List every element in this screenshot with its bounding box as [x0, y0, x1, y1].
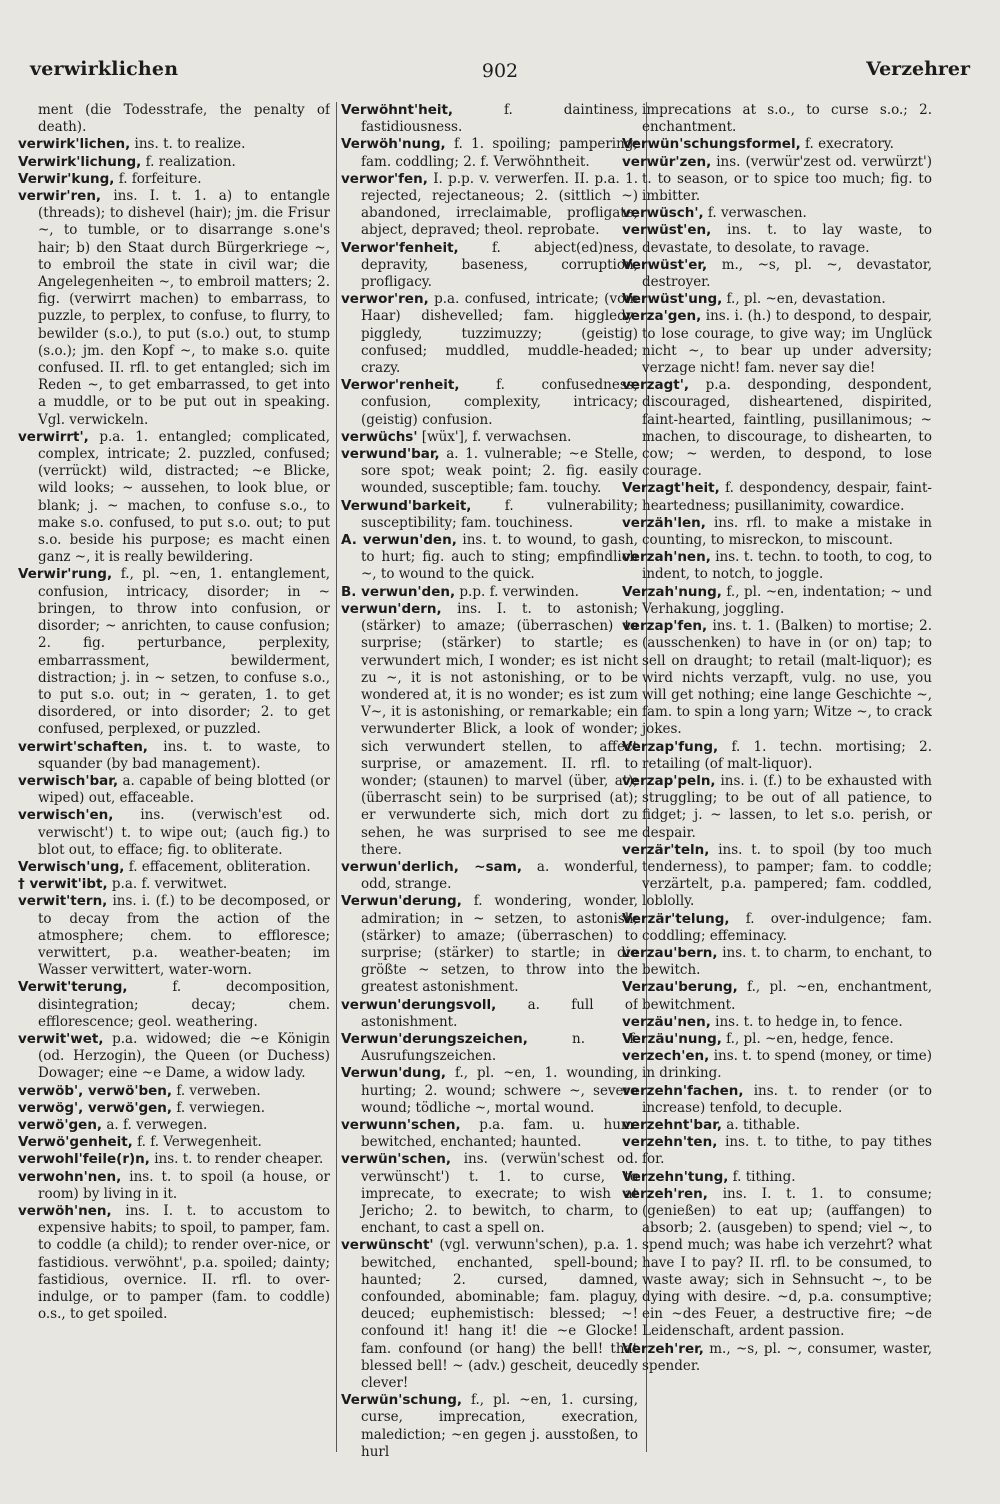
dictionary-entry	[341, 1151, 638, 1237]
dictionary-entry	[622, 1117, 932, 1134]
entry-definition: p.a. widowed; die ~e Königin (od. Herzogin), the Queen (or Duchess) Dowager; eine ~e Dame, a widow lady.	[38, 1030, 330, 1082]
entry-headword: verwit'wet,	[18, 1030, 104, 1047]
entry-headword: verzap'peln,	[622, 772, 716, 789]
dictionary-entry	[18, 566, 330, 738]
dictionary-entry	[18, 1083, 330, 1100]
entry-headword: Verzagt'heit,	[622, 480, 720, 497]
header-left-guideword: verwirklichen	[30, 58, 179, 80]
dictionary-entry	[341, 601, 638, 859]
entry-definition: ins. t. to spoil (by too much tenderness), to pamper; fam. to coddle; verzärtelt, p.a. pampered; fam. coddled, loblolly.	[642, 841, 932, 910]
entry-headword: verza'gen,	[622, 308, 702, 325]
dictionary-entry	[622, 291, 932, 308]
dictionary-entry	[622, 584, 932, 618]
entry-headword: verzah'nen,	[622, 549, 711, 566]
dictionary-entry	[622, 1341, 932, 1375]
entry-headword: Verzäu'nung,	[622, 1030, 722, 1047]
entry-definition: f., pl. ~en, hedge, fence.	[721, 1030, 894, 1047]
entry-definition: f. verwiegen.	[172, 1099, 265, 1116]
dictionary-entry	[622, 911, 932, 945]
dictionary-entry	[622, 739, 932, 773]
entry-definition: m., ~s, pl. ~, devastator, destroyer.	[642, 256, 932, 291]
dictionary-entry	[341, 240, 638, 292]
entry-definition: m., ~s, pl. ~, consumer, waster, spender.	[642, 1340, 932, 1374]
dictionary-entry	[341, 584, 638, 601]
dictionary-entry	[622, 1014, 932, 1031]
entry-definition: f. verwaschen.	[703, 205, 807, 222]
entry-headword: Verzau'berung,	[622, 979, 738, 996]
entry-definition: f. vulnerability; susceptibility; fam. touchiness.	[361, 497, 638, 531]
dictionary-entry	[622, 154, 932, 206]
entry-headword: Verwir'kung,	[18, 170, 115, 187]
entry-definition: ins. rfl. to make a mistake in counting, to misreckon, to miscount.	[642, 514, 932, 549]
entry-headword: Verwor'fenheit,	[341, 239, 459, 256]
entry-definition: a. wonderful, odd, strange.	[361, 858, 638, 893]
entry-headword: verwisch'en,	[18, 807, 114, 824]
dictionary-entry	[18, 773, 330, 807]
entry-headword: verzäh'len,	[622, 514, 706, 531]
entry-headword: verwirrt',	[18, 428, 89, 445]
entry-definition: f. 1. spoiling; pampering; fam. coddling; 2. f. Verwöhntheit.	[361, 136, 638, 170]
entry-definition: ins. i. (f.) to be decomposed, or to decay from the action of the atmosphere; chem. to effloresce; verwittert, p.a. weather-beaten; im Wasser verwittert, water-worn.	[38, 893, 330, 979]
entry-definition: imprecations at s.o., to curse s.o.; 2. enchantment.	[642, 102, 932, 136]
dictionary-entry	[18, 1151, 330, 1168]
dictionary-entry	[18, 1203, 330, 1323]
dictionary-entry	[622, 515, 932, 549]
entry-headword: Verwit'terung,	[18, 979, 128, 996]
entry-headword: verwöb', verwö'ben,	[18, 1082, 173, 1099]
entry-definition: a. capable of being blotted (or wiped) out, effaceable.	[38, 772, 330, 807]
entry-headword: Verwöh'nung,	[341, 136, 446, 153]
entry-definition: ins. (verwisch'est od. verwischt') t. to wipe out; (auch fig.) to blot out, to efface; fig. to obliterate.	[38, 807, 330, 858]
entry-headword: Verwun'dung,	[341, 1065, 447, 1082]
header-right-guideword: Verzehrer	[866, 58, 970, 80]
dictionary-entry	[18, 171, 330, 188]
entry-headword: Verzeh'rer,	[622, 1340, 704, 1357]
entry-headword: verwun'derungsvoll,	[341, 996, 497, 1013]
entry-definition: ins. i. (h.) to despond, to despair, to lose courage, to give way; im Unglück nicht ~, to bear up under adversity; verzage nicht! fam. never say die!	[642, 308, 932, 377]
entry-headword: verzehn'ten,	[622, 1134, 718, 1151]
page-number: 902	[481, 60, 519, 82]
entry-definition: f. f. Verwegenheit.	[132, 1134, 262, 1151]
entry-definition: ins. I. t. 1. to consume; (genießen) to eat up; (auffangen) to absorb; 2. (ausgeben) to spend; viel ~, to spend much; was habe ich verzehrt? what have I to pay? II. rfl. to be consumed, to waste away; sich in Sehnsucht ~, to be dying with desire. ~d, p.a. consumptive; ein ~des Feuer, a destructive fire; ~de Leidenschaft, ardent passion.	[642, 1185, 932, 1340]
entry-definition: p.a. f. verwitwet.	[107, 876, 228, 893]
entry-headword: Verzehn'tung,	[622, 1168, 729, 1185]
entry-definition: f., pl. ~en, enchantment, bewitchment.	[642, 979, 932, 1013]
column-divider	[336, 102, 337, 1452]
dictionary-entry	[341, 997, 638, 1031]
entry-headword: A. verwun'den,	[341, 532, 457, 549]
dictionary-entry	[18, 893, 330, 979]
entry-definition: f., pl. ~en, 1. cursing, curse, imprecation, execration, malediction; ~en gegen j. ausstoßen, to hurl	[361, 1392, 638, 1460]
entry-headword: Verwund'barkeit,	[341, 497, 472, 514]
entry-definition: f. decomposition, disintegration; decay; chem. efflorescence; geol. weathering.	[38, 979, 330, 1030]
entry-definition: f. forfeiture.	[114, 170, 202, 187]
entry-headword: verwohl'feile(r)n,	[18, 1151, 150, 1168]
dictionary-entry	[341, 446, 638, 498]
entry-definition: f. verweben.	[172, 1082, 261, 1099]
entry-headword: verwün'schen,	[341, 1151, 451, 1168]
entry-definition: a. full of astonishment.	[361, 996, 638, 1030]
dictionary-entry	[18, 739, 330, 773]
entry-headword: Verwüst'ung,	[622, 291, 723, 308]
entry-headword: Verwirk'lichung,	[18, 153, 142, 170]
dictionary-entry	[622, 377, 932, 480]
dictionary-entry	[341, 1065, 638, 1117]
dictionary-entry	[622, 979, 932, 1013]
entry-headword: Verzär'telung,	[622, 910, 730, 927]
entry-headword: verwun'dern,	[341, 600, 442, 617]
entry-headword: verwor'ren,	[341, 291, 429, 308]
dictionary-entry	[341, 893, 638, 996]
entry-definition: f. confusedness, confusion, complexity, intricacy; (geistig) confusion.	[361, 377, 638, 428]
dictionary-entry	[18, 876, 330, 893]
entry-headword: verzech'en,	[622, 1048, 710, 1065]
entry-definition: f. despondency, despair, faint-heartedness; pusillanimity, cowardice.	[642, 480, 932, 514]
dictionary-entry	[622, 618, 932, 738]
dictionary-entry	[622, 842, 932, 911]
entry-definition: (vgl. verwunn'schen), p.a. 1. bewitched, enchanted, spell-bound; haunted; 2. cursed, damned, confounded, abominable; fam. plaguy, deuced; euphemistisch: blessed; ~! confound it! hang it! die ~e Glocke! fam. confound (or hang) the bell! that blessed bell! ~ (adv.) gescheit, deucedly clever!	[361, 1237, 638, 1392]
dictionary-entry	[622, 1186, 932, 1341]
dictionary-entry	[18, 859, 330, 876]
dictionary-entry	[622, 1048, 932, 1082]
entry-headword: verzäu'nen,	[622, 1013, 711, 1030]
entry-definition: p.p. f. verwinden.	[455, 583, 579, 600]
dictionary-entry	[18, 979, 330, 1031]
entry-headword: verzehn'fachen,	[622, 1082, 744, 1099]
dictionary-entry	[622, 136, 932, 153]
entry-headword: verwor'fen,	[341, 170, 428, 187]
dictionary-entry	[341, 532, 638, 584]
entry-definition: ins. t. to realize.	[130, 136, 246, 153]
entry-definition: ins. (verwün'schest od. verwünscht') t. 1. to curse, to imprecate, to execrate; to wish at Jericho; 2. to bewitch, to charm, to enchant, to cast a spell on.	[361, 1151, 638, 1237]
column-2	[341, 102, 638, 1482]
entry-definition: ins. t. to spoil (a house, or room) by living in it.	[38, 1168, 330, 1202]
entry-definition: a. tithable.	[722, 1116, 801, 1133]
dictionary-entry	[341, 291, 638, 377]
dictionary-entry	[18, 429, 330, 567]
dictionary-entry	[622, 1031, 932, 1048]
entry-headword: verwirk'lichen,	[18, 136, 131, 153]
entry-headword: Verwor'renheit,	[341, 377, 460, 394]
dictionary-entry	[622, 308, 932, 377]
entry-headword: verzagt',	[622, 377, 689, 394]
entry-definition: p.a. desponding, despondent, discouraged, disheartened, dispirited, faint-hearted, faintling, pusillanimous; ~ machen, to discourage, to dishearten, to cow; ~ werden, to despond, to lose courage.	[642, 377, 932, 480]
column-3	[622, 102, 932, 1482]
entry-definition: f. execratory.	[800, 136, 894, 153]
entry-headword: Verwun'derung,	[341, 893, 462, 910]
dictionary-entry	[341, 498, 638, 532]
dictionary-entry	[622, 549, 932, 583]
dictionary-entry	[341, 1392, 638, 1461]
page-header	[30, 54, 970, 94]
entry-headword: Verwün'schung,	[341, 1392, 463, 1409]
entry-definition: ins. t. to render cheaper.	[149, 1151, 324, 1168]
entry-definition: [wüx'], f. verwachsen.	[417, 428, 572, 445]
entry-headword: verwisch'bar,	[18, 772, 119, 789]
entry-definition: p.a. 1. entangled; complicated, complex, intricate; 2. puzzled, confused; (verrückt) wild, distracted; ~e Blicke, wild looks; ~ aussehen, to look blue, or blank; j. ~ machen, to confuse s.o., to make s.o. confused, to put s.o. out; to put s.o. beside his purpose; es macht einen ganz ~, it is really bewildering.	[38, 428, 330, 566]
dictionary-entry	[18, 807, 330, 859]
entry-headword: verwö'gen,	[18, 1116, 103, 1133]
entry-definition: f. wondering, wonder, admiration; in ~ setzen, to astonish; (stärker) to amaze; (überraschen) to surprise; (stärker) to startle; in die größte ~ setzen, to throw into the greatest astonishment.	[361, 893, 638, 996]
entry-definition: f. tithing.	[728, 1168, 796, 1185]
dictionary-entry	[341, 102, 638, 136]
dictionary-entry	[18, 1134, 330, 1151]
dictionary-entry	[622, 773, 932, 842]
dictionary-entry	[622, 102, 932, 136]
entry-definition: ins. (verwür'zest od. verwürzt') t. to season, or to spice too much; fig. to imbitter.	[642, 153, 932, 205]
entry-definition: a. f. verwegen.	[102, 1116, 208, 1133]
entry-headword: Verwöhnt'heit,	[341, 102, 454, 118]
entry-definition: p.a. fam. u. hum. bewitched, enchanted; haunted.	[361, 1116, 638, 1151]
dictionary-entry	[18, 1031, 330, 1083]
entry-headword: verwür'zen,	[622, 153, 712, 170]
column-1	[18, 102, 330, 1482]
entry-definition: ins. I. t. to astonish; (stärker) to amaze; (überraschen) to surprise; (stärker) to startle; es verwundert mich, I wonder; es ist nicht zu ~, it is not astonishing, or to be wondered at, it is no wonder; es ist zum V~, it is astonishing, or remarkable; ein verwunderter Blick, a look of wonder; sich verwundert stellen, to affect surprise, or amazement. II. rfl. to wonder; (staunen) to marvel (über, at); (überrascht sein) to be surprised (at); er verwunderte sich, mich dort zu sehen, he was surprised to see me there.	[361, 600, 638, 858]
entry-definition: f. over-indulgence; fam. coddling; effeminacy.	[642, 910, 932, 944]
entry-headword: † verwit'ibt,	[18, 876, 108, 893]
dictionary-entry	[341, 859, 638, 893]
entry-headword: Verwö'genheit,	[18, 1134, 133, 1151]
entry-definition: a. 1. vulnerable; ~e Stelle, sore spot; weak point; 2. fig. easily wounded, susceptible; fam. touchy.	[361, 446, 638, 497]
dictionary-entry	[341, 377, 638, 429]
dictionary-entry	[341, 1031, 638, 1065]
entry-headword: verzap'fen,	[622, 618, 708, 635]
entry-headword: Verwün'schungsformel,	[622, 136, 801, 153]
entry-headword: verwirt'schaften,	[18, 738, 148, 755]
dictionary-entry	[341, 1117, 638, 1151]
entry-headword: verzehnt'bar,	[622, 1116, 723, 1133]
entry-headword: verwüsch',	[622, 205, 704, 222]
dictionary-entry	[622, 1083, 932, 1117]
dictionary-entry	[341, 136, 638, 170]
entry-definition: ins. t. to tithe, to pay tithes for.	[642, 1134, 932, 1168]
entry-headword: Verzah'nung,	[622, 583, 722, 600]
entry-definition: ins. t. to spend (money, or time) in drinking.	[642, 1048, 932, 1082]
entry-headword: verwüchs'	[341, 428, 418, 445]
dictionary-entry	[622, 480, 932, 514]
entry-definition: f. effacement, obliteration.	[124, 858, 311, 875]
entry-definition: f., pl. ~en, 1. wounding, hurting; 2. wound; schwere ~, severe wound; tödliche ~, mortal wound.	[361, 1065, 638, 1116]
entry-definition: ment (die Todesstrafe, the penalty of death).	[38, 102, 330, 136]
entry-definition: f. daintiness, fastidiousness.	[361, 102, 638, 136]
entry-definition: ins. I. t. to accustom to expensive habits; to spoil, to pamper, fam. to coddle (a child); to render over-nice, or fastidious. verwöhnt', p.a. spoiled; dainty; fastidious, overnice. II. rfl. to over-indulge, or to pamper (fam. to coddle) o.s., to get spoiled.	[38, 1203, 330, 1323]
entry-headword: verzär'teln,	[622, 841, 710, 858]
dictionary-entry	[18, 102, 330, 136]
entry-definition: ins. t. to wound, to gash, to hurt; fig. auch to sting; empfindlich ~, to wound to the quick.	[361, 532, 638, 583]
entry-definition: n. f. Ausrufungszeichen.	[361, 1030, 638, 1065]
dictionary-entry	[622, 1169, 932, 1186]
entry-headword: verwunn'schen,	[341, 1116, 461, 1133]
entry-definition: ins. t. to render (or to increase) tenfold, to decuple.	[642, 1082, 932, 1116]
dictionary-entry	[341, 171, 638, 240]
entry-definition: ins. t. techn. to tooth, to cog, to indent, to notch, to joggle.	[642, 549, 932, 583]
entry-definition: f., pl. ~en, 1. entanglement, confusion, intricacy, disorder; in ~ bringen, to throw into confusion, or disorder; ~ anrichten, to cause confusion; 2. fig. perturbance, perplexity, embarrassment, bewilderment, distraction; j. in ~ setzen, to confuse s.o., to put s.o. out; in ~ geraten, 1. to get disordered, or into disorder; 2. to get confused, perplexed, or puzzled.	[38, 566, 330, 738]
entry-headword: verzau'bern,	[622, 944, 718, 961]
entry-definition: f. abject(ed)ness, depravity, baseness, corruption, profligacy.	[361, 239, 638, 291]
entry-definition: f. 1. techn. mortising; 2. retailing (of malt-liquor).	[642, 738, 932, 772]
entry-headword: Verzap'fung,	[622, 738, 719, 755]
dictionary-entry	[18, 136, 330, 153]
dictionary-entry	[18, 1117, 330, 1134]
dictionary-entry	[341, 429, 638, 446]
dictionary-entry	[622, 1134, 932, 1168]
entry-definition: ins. t. to waste, to squander (by bad management).	[38, 738, 330, 772]
entry-headword: Verwisch'ung,	[18, 858, 125, 875]
entry-headword: verwir'ren,	[18, 188, 102, 205]
entry-definition: ins. t. to lay waste, to devastate, to desolate, to ravage.	[642, 222, 932, 256]
entry-definition: f., pl. ~en, devastation.	[722, 291, 886, 308]
entry-definition: ins. t. 1. (Balken) to mortise; 2. (ausschenken) to have in (or on) tap; to sell on draught; to retail (malt-liquor); es wird nichts verzapft, vulg. no use, you will get nothing; eine lange Geschichte ~, fam. to spin a long yarn; Witze ~, to crack jokes.	[642, 618, 932, 738]
entry-definition: f. realization.	[141, 153, 236, 170]
dictionary-entry	[622, 222, 932, 256]
dictionary-entry	[18, 154, 330, 171]
dictionary-entry	[622, 257, 932, 291]
entry-headword: verwit'tern,	[18, 893, 108, 910]
entry-headword: Verwun'derungszeichen,	[341, 1030, 528, 1047]
entry-definition: I. p.p. v. verwerfen. II. p.a. 1. rejected, rejectaneous; 2. (sittlich ~) abandoned, irreclaimable, profligate, abject, depraved; theol. reprobate.	[361, 170, 638, 239]
entry-headword: Verwir'rung,	[18, 566, 113, 583]
entry-definition: f., pl. ~en, indentation; ~ und Verhakung, joggling.	[642, 583, 932, 617]
dictionary-entry	[622, 945, 932, 979]
entry-definition: ins. t. to hedge in, to fence.	[710, 1013, 903, 1030]
entry-headword: verwöh'nen,	[18, 1203, 112, 1219]
entry-headword: verwohn'nen,	[18, 1168, 122, 1185]
entry-headword: verwünscht'	[341, 1237, 434, 1254]
entry-headword: verwun'derlich, ~sam,	[341, 858, 522, 875]
entry-definition: p.a. confused, intricate; (vom Haar) dishevelled; fam. higgledy-piggledy, tuzzimuzzy; (geistig) confused; muddled, muddle-headed; crazy.	[361, 291, 638, 377]
dictionary-entry	[18, 188, 330, 429]
entry-headword: verwüst'en,	[622, 222, 712, 239]
entry-definition: ins. I. t. 1. a) to entangle (threads); to dishevel (hair); jm. die Frisur ~, to tumble, or to disarrange s.one's hair; b) den Staat durch Bürgerkriege ~, to embroil the state in civil war; die Angelegenheiten ~, to embroil matters; 2. fig. (verwirrt machen) to embarrass, to puzzle, to perplex, to confuse, to flurry, to bewilder (s.o.), to put (s.o.) out, to stump (s.o.); jm. den Kopf ~, to make s.o. quite confused. II. rfl. to get entangled; sich im Reden ~, to get embarrassed, to get into a muddle, or to be put out in speaking. Vgl. verwickeln.	[38, 188, 330, 428]
entry-headword: B. verwun'den,	[341, 583, 456, 600]
entry-headword: verwög', verwö'gen,	[18, 1099, 173, 1116]
entry-headword: verwund'bar,	[341, 446, 440, 463]
entry-definition: ins. i. (f.) to be exhausted with struggling; to be out of all patience, to fidget; j. ~ lassen, to let s.o. perish, or despair.	[642, 772, 932, 841]
entry-headword: verzeh'ren,	[622, 1185, 708, 1202]
dictionary-entry	[341, 1237, 638, 1392]
dictionary-entry	[622, 205, 932, 222]
entry-definition: ins. t. to charm, to enchant, to bewitch.	[642, 944, 932, 979]
dictionary-entry	[18, 1169, 330, 1203]
dictionary-entry	[18, 1100, 330, 1117]
entry-headword: Verwüst'er,	[622, 256, 708, 273]
